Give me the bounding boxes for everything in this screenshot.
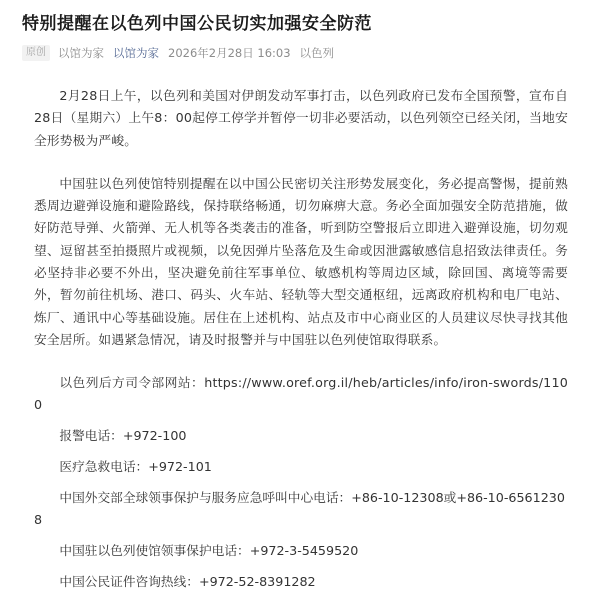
contact-document-hotline: 中国公民证件咨询热线：+972-52-8391282 (59, 574, 316, 590)
contact-police: 报警电话：+972-100 (59, 428, 187, 444)
contact-embassy-consular: 中国驻以色列使馆领事保护电话：+972-3-5459520 (59, 543, 359, 559)
paragraph-announcement: 2月28日上午，以色列和美国对伊朗发动军事打击，以色列政府已发布全国预警，宣布自28日（星期六）上午8：00起停工停学并暂停一切非必要活动，以色列领空已经关闭，当地安全形势极为严峻。 (34, 88, 568, 148)
original-badge: 原创 (22, 45, 50, 61)
account-link[interactable]: 以馆为家 (113, 46, 159, 60)
contact-oref-website: 以色列后方司令部网站：https://www.oref.org.il/heb/articles/info/iron-swords/1100 (34, 375, 568, 413)
article-title: 特别提醒在以色列中国公民切实加强安全防范 (22, 14, 372, 34)
contact-mfa-hotline: 中国外交部全球领事保护与服务应急呼叫中心电话：+86-10-12308或+86-10-65612308 (34, 490, 565, 528)
paragraph-reminder: 中国驻以色列使馆特别提醒在以中国公民密切关注形势发展变化，务必提高警惕，提前熟悉周边避弹设施和避险路线，保持联络畅通，切勿麻痹大意。务必全面加强安全防范措施，做好防范导弹、火箭弹、无人机等各类袭击的准备，听到防空警报后立即进入避弹设施，切勿观望、逗留甚至拍摄照片或视频，以免因弹片坠落危及生命或因泄露敏感信息招致法律责任。务必坚持非必要不外出，坚决避免前往军事单位、敏感机构等周边区域，除回国、离境等需要外，暂勿前往机场、港口、码头、火车站、轻轨等大型交通枢纽，远离政府机构和电厂电站、炼厂、通讯中心等基础设施。居住在上述机构、站点及市中心商业区的人员建议尽快寻找其他安全居所。如遇紧急情况，请及时报警并与中国驻以色列使馆取得联系。 (34, 175, 568, 347)
author-name: 以馆为家 (58, 46, 104, 60)
publish-location: 以色列 (299, 46, 335, 60)
article-meta (22, 44, 580, 62)
contact-ambulance: 医疗急救电话：+972-101 (59, 459, 212, 475)
article-content (22, 85, 580, 593)
publish-date: 2026年2月28日 16:03 (168, 46, 291, 60)
